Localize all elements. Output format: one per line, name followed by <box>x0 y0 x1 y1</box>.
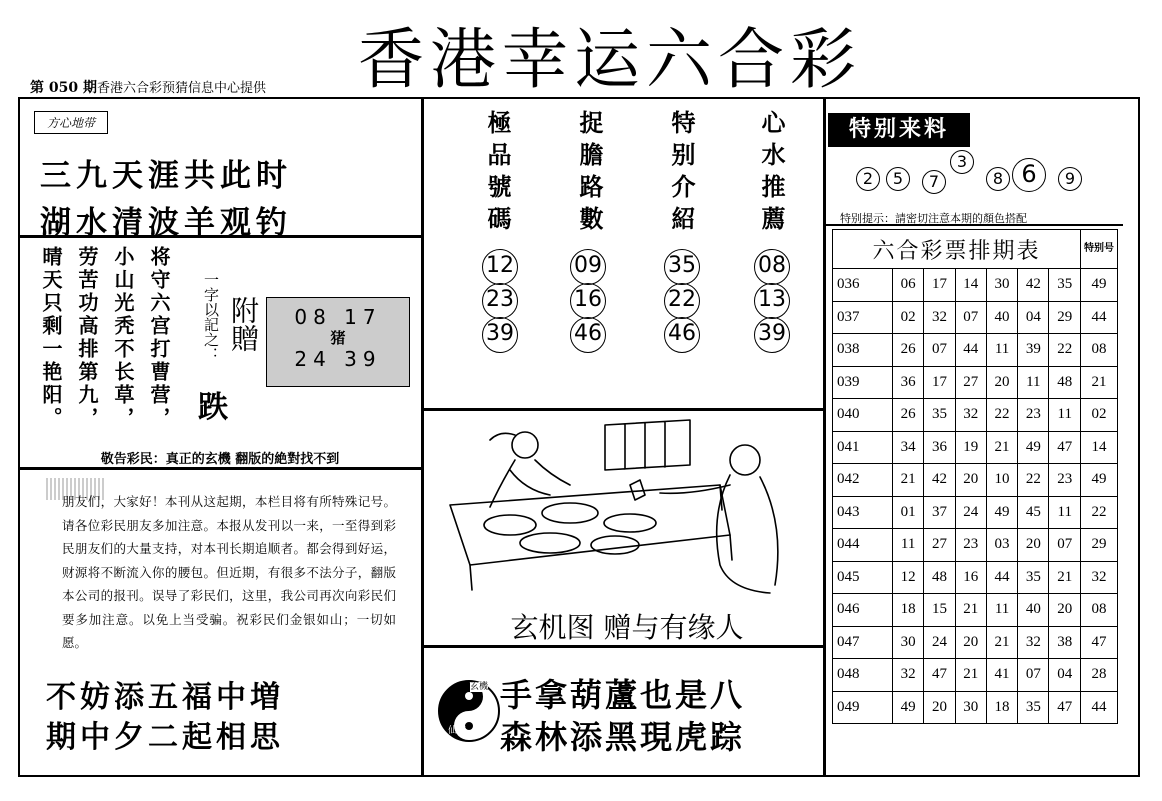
period-cell: 042 <box>833 464 893 497</box>
gift-label: 附贈 <box>227 296 260 352</box>
number-cell: 44 <box>955 334 986 367</box>
table-row <box>833 464 1118 497</box>
divider-left-2 <box>20 467 422 470</box>
number-cell: 11 <box>986 594 1017 627</box>
special-number-cell: 47 <box>1081 626 1118 659</box>
special-number: 5 <box>886 167 910 191</box>
number-ball: 13 <box>754 283 790 319</box>
notice-text: 敬告彩民：真正的玄機 翻版的絶對找不到 <box>100 452 340 467</box>
column-header-4: 心水推薦 <box>757 110 786 238</box>
number-cell: 18 <box>986 691 1017 724</box>
yin-yang-text-1: 玄機 <box>470 682 489 692</box>
number-cell: 20 <box>924 691 955 724</box>
number-cell: 49 <box>1018 431 1049 464</box>
special-hint: 特别提示：請密切注意本期的顏色搭配 <box>840 212 1027 225</box>
number-cell: 11 <box>986 334 1017 367</box>
number-cell: 42 <box>1018 269 1049 302</box>
number-cell: 19 <box>955 431 986 464</box>
number-cell: 24 <box>955 496 986 529</box>
number-cell: 07 <box>1049 529 1081 562</box>
period-cell: 049 <box>833 691 893 724</box>
special-number-cell: 44 <box>1081 691 1118 724</box>
special-number: 3 <box>950 150 974 174</box>
special-number: 2 <box>856 167 880 191</box>
poem-line-1: 三九天涯共此时 <box>40 158 292 194</box>
number-ball: 08 <box>754 249 790 285</box>
number-cell: 35 <box>924 399 955 432</box>
column-header-1: 極品號碼 <box>483 110 512 238</box>
number-cell: 21 <box>986 626 1017 659</box>
period-cell: 039 <box>833 366 893 399</box>
number-cell: 11 <box>1018 366 1049 399</box>
period-cell: 037 <box>833 301 893 334</box>
number-cell: 22 <box>1049 334 1081 367</box>
table-row <box>833 691 1118 724</box>
divider-center-1 <box>423 408 824 411</box>
number-ball: 23 <box>482 283 518 319</box>
issue-number: 第 050 期 <box>30 80 97 96</box>
number-cell: 27 <box>955 366 986 399</box>
table-row <box>833 659 1118 692</box>
table-row <box>833 561 1118 594</box>
yin-yang-text-2: 仙签 <box>448 726 467 736</box>
verse-column-1: 将守六宫打曹营， <box>147 246 171 430</box>
special-number-cell: 28 <box>1081 659 1118 692</box>
period-cell: 044 <box>833 529 893 562</box>
special-number-cell: 14 <box>1081 431 1118 464</box>
schedule-body <box>833 269 1118 724</box>
verse-column-2: 小山光秃不长草， <box>111 246 135 430</box>
number-cell: 34 <box>893 431 924 464</box>
number-cell: 32 <box>955 399 986 432</box>
number-cell: 17 <box>924 269 955 302</box>
table-row <box>833 529 1118 562</box>
number-cell: 47 <box>1049 431 1081 464</box>
special-number: 7 <box>922 170 946 194</box>
schedule-corner-label: 特别号 <box>1081 230 1118 269</box>
special-number-cell: 08 <box>1081 334 1118 367</box>
number-cell: 32 <box>893 659 924 692</box>
number-cell: 23 <box>1049 464 1081 497</box>
special-number-cell: 49 <box>1081 269 1118 302</box>
intro-paragraph: 朋友们，大家好！本刊从这起期，本栏目将有所特殊记号。请各位彩民朋友多加注意。本报从发刊以一来，一至得到彩民朋友们的大量支持，对本刊长期追顺者。都会得到好运，财源将不断流入你的腰包。但近期，有很多不法分子，翻版本公司的报刊。误导了彩民们，这里，我公司再次向彩民们要多加注意。以免上当受骗。祝彩民们金银如山；一切如愿。 <box>62 494 396 650</box>
number-cell: 21 <box>955 594 986 627</box>
number-ball: 35 <box>664 249 700 285</box>
number-cell: 20 <box>955 464 986 497</box>
number-cell: 39 <box>1018 334 1049 367</box>
number-cell: 14 <box>955 269 986 302</box>
number-cell: 21 <box>986 431 1017 464</box>
special-number-cell: 21 <box>1081 366 1118 399</box>
number-cell: 30 <box>986 269 1017 302</box>
table-row <box>833 269 1118 302</box>
illustration-caption: 玄机图 赠与有缘人 <box>510 611 744 644</box>
number-cell: 26 <box>893 399 924 432</box>
poem-line-2: 湖水清波羊观钓 <box>40 205 292 241</box>
number-cell: 18 <box>893 594 924 627</box>
special-number: 8 <box>986 167 1010 191</box>
number-cell: 17 <box>924 366 955 399</box>
number-cell: 40 <box>986 301 1017 334</box>
number-ball: 46 <box>570 317 606 353</box>
gift-hint: 一字以記之： <box>202 272 220 362</box>
table-row <box>833 334 1118 367</box>
number-cell: 22 <box>1018 464 1049 497</box>
number-cell: 23 <box>1018 399 1049 432</box>
schedule-table <box>832 229 1118 724</box>
number-ball: 12 <box>482 249 518 285</box>
schedule-title: 六合彩票排期表 <box>833 230 1081 269</box>
number-cell: 11 <box>1049 496 1081 529</box>
number-cell: 07 <box>1018 659 1049 692</box>
period-cell: 047 <box>833 626 893 659</box>
period-cell: 040 <box>833 399 893 432</box>
number-cell: 49 <box>986 496 1017 529</box>
number-cell: 35 <box>1018 561 1049 594</box>
number-cell: 11 <box>1049 399 1081 432</box>
period-cell: 046 <box>833 594 893 627</box>
gift-numbers-1: 08 17 <box>294 305 382 329</box>
column-header-3: 特别介紹 <box>667 110 696 238</box>
number-cell: 30 <box>893 626 924 659</box>
number-cell: 32 <box>924 301 955 334</box>
verse-column-4: 晴天只剩一艳阳。 <box>39 246 63 430</box>
period-cell: 041 <box>833 431 893 464</box>
number-cell: 32 <box>1018 626 1049 659</box>
number-ball: 46 <box>664 317 700 353</box>
ending-line-1: 不妨添五福中増 <box>46 680 284 715</box>
number-cell: 47 <box>924 659 955 692</box>
gift-box <box>266 297 410 387</box>
table-row <box>833 431 1118 464</box>
special-number-cell: 02 <box>1081 399 1118 432</box>
number-cell: 21 <box>1049 561 1081 594</box>
special-number-cell: 49 <box>1081 464 1118 497</box>
number-cell: 38 <box>1049 626 1081 659</box>
number-cell: 49 <box>893 691 924 724</box>
special-number-cell: 29 <box>1081 529 1118 562</box>
divider-left <box>421 99 424 775</box>
number-cell: 27 <box>924 529 955 562</box>
number-cell: 22 <box>986 399 1017 432</box>
number-cell: 29 <box>1049 301 1081 334</box>
period-cell: 043 <box>833 496 893 529</box>
number-cell: 44 <box>986 561 1017 594</box>
number-cell: 36 <box>924 431 955 464</box>
table-row <box>833 366 1118 399</box>
issue-label <box>30 77 266 97</box>
special-number-cell: 32 <box>1081 561 1118 594</box>
number-cell: 03 <box>986 529 1017 562</box>
number-cell: 07 <box>955 301 986 334</box>
number-cell: 47 <box>1049 691 1081 724</box>
stamp-label: 方心地带 <box>34 111 108 134</box>
column-header-2: 捉膽路數 <box>575 110 604 238</box>
number-cell: 20 <box>955 626 986 659</box>
special-number-cell: 22 <box>1081 496 1118 529</box>
number-cell: 45 <box>1018 496 1049 529</box>
number-cell: 04 <box>1049 659 1081 692</box>
period-cell: 045 <box>833 561 893 594</box>
special-number-cell: 44 <box>1081 301 1118 334</box>
number-cell: 15 <box>924 594 955 627</box>
period-cell: 038 <box>833 334 893 367</box>
period-cell: 036 <box>833 269 893 302</box>
page-title: 香港幸运六合彩 <box>358 21 862 98</box>
number-cell: 48 <box>1049 366 1081 399</box>
number-cell: 16 <box>955 561 986 594</box>
table-row <box>833 399 1118 432</box>
number-ball: 16 <box>570 283 606 319</box>
number-ball: 39 <box>754 317 790 353</box>
illustration-image <box>430 415 820 600</box>
special-number: 6 <box>1012 158 1046 192</box>
number-cell: 30 <box>955 691 986 724</box>
number-cell: 07 <box>924 334 955 367</box>
number-cell: 02 <box>893 301 924 334</box>
table-row <box>833 496 1118 529</box>
divider-right <box>823 99 826 775</box>
special-title: 特别来料 <box>828 113 970 147</box>
table-row <box>833 301 1118 334</box>
number-cell: 21 <box>955 659 986 692</box>
number-cell: 42 <box>924 464 955 497</box>
number-cell: 48 <box>924 561 955 594</box>
number-cell: 35 <box>1049 269 1081 302</box>
period-cell: 048 <box>833 659 893 692</box>
gift-char: 跌 <box>198 390 228 425</box>
number-cell: 12 <box>893 561 924 594</box>
number-cell: 11 <box>893 529 924 562</box>
number-cell: 10 <box>986 464 1017 497</box>
special-number: 9 <box>1058 167 1082 191</box>
bottom-line-1: 手拿葫蘆也是八 <box>500 676 746 714</box>
number-ball: 22 <box>664 283 700 319</box>
number-cell: 21 <box>893 464 924 497</box>
gift-zodiac: 猪 <box>330 329 346 347</box>
bottom-line-2: 森林添黑現虎踪 <box>500 718 746 756</box>
number-cell: 06 <box>893 269 924 302</box>
ending-line-2: 期中夕二起相思 <box>46 720 284 755</box>
number-cell: 04 <box>1018 301 1049 334</box>
number-cell: 26 <box>893 334 924 367</box>
number-cell: 20 <box>1049 594 1081 627</box>
number-cell: 41 <box>986 659 1017 692</box>
number-cell: 01 <box>893 496 924 529</box>
source-label: 香港六合彩预猜信息中心提供 <box>96 81 266 96</box>
table-row <box>833 594 1118 627</box>
number-cell: 20 <box>1018 529 1049 562</box>
number-cell: 35 <box>1018 691 1049 724</box>
table-row <box>833 626 1118 659</box>
verse-column-3: 劳苦功高排第九， <box>75 246 99 430</box>
number-cell: 36 <box>893 366 924 399</box>
special-number-cell: 08 <box>1081 594 1118 627</box>
gift-numbers-2: 24 39 <box>294 347 382 371</box>
number-cell: 23 <box>955 529 986 562</box>
number-cell: 37 <box>924 496 955 529</box>
number-cell: 20 <box>986 366 1017 399</box>
number-cell: 40 <box>1018 594 1049 627</box>
number-ball: 09 <box>570 249 606 285</box>
yin-yang-icon <box>438 680 500 742</box>
number-cell: 24 <box>924 626 955 659</box>
number-ball: 39 <box>482 317 518 353</box>
